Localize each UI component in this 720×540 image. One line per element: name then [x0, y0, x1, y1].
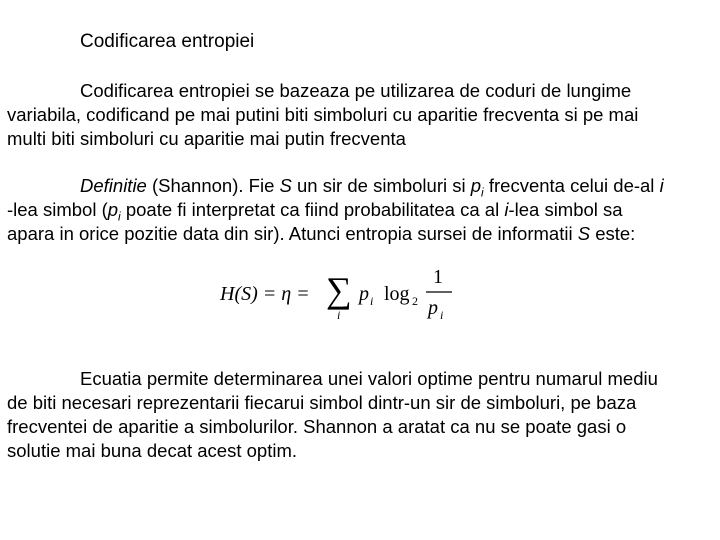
definition-label: Definitie: [80, 175, 147, 196]
symbol-p: p: [470, 175, 482, 196]
paragraph-line: frecventei de aparitie a simbolurilor. Shannon a aratat ca nu se poate gasi o: [7, 416, 627, 437]
paragraph-line: multi biti simboluri cu aparitie mai putin frecventa: [7, 128, 406, 149]
sum-index: i: [337, 308, 341, 322]
symbol-s: S: [279, 175, 292, 196]
text-run: -lea simbol sa: [508, 199, 623, 220]
paragraph-line: [7, 222, 713, 246]
fraction-den-sub: i: [440, 308, 444, 322]
formula-log-base: 2: [412, 294, 418, 308]
paragraph-line: variabila, codificand pe mai putini biti simboluri cu aparitie frecventa si pe mai: [7, 104, 639, 125]
text-run: un sir de simboluri si: [291, 175, 471, 196]
paragraph-intro: [7, 79, 713, 151]
symbol-i: i: [504, 199, 509, 220]
formula-lhs: H(S) = η =: [220, 283, 310, 305]
text-run: poate fi interpretat ca fiind probabilitatea ca al: [120, 199, 505, 220]
paragraph-line: solutie mai buna decat acest optim.: [7, 440, 297, 461]
text-run: (Shannon). Fie: [146, 175, 280, 196]
formula-p-sub: i: [370, 294, 374, 308]
text-run: apara in orice pozitie data din sir). Atunci entropia sursei de informatii: [7, 223, 578, 244]
paragraph-line: de biti necesari reprezentarii fiecarui simbol dintr-un sir de simboluri, pe baza: [7, 392, 637, 413]
sum-symbol: ∑: [326, 270, 352, 310]
paragraph-line: [7, 79, 713, 103]
paragraph-definition: [7, 174, 713, 246]
paragraph-text: Ecuatia permite determinarea unei valori optime pentru numarul mediu: [80, 368, 658, 389]
symbol-p: p: [107, 199, 119, 220]
formula-log: log: [384, 283, 410, 305]
symbol-s: S: [577, 223, 591, 244]
slide-title: Codificarea entropiei: [80, 31, 255, 52]
entropy-formula: [216, 262, 466, 326]
paragraph-line: [7, 174, 713, 198]
formula-p: p: [359, 283, 369, 305]
symbol-i: i: [659, 175, 664, 196]
fraction-den-p: p: [428, 297, 438, 319]
paragraph-line: [7, 198, 713, 222]
subscript-i: i: [118, 209, 121, 224]
subscript-i: i: [481, 185, 484, 200]
fraction-numerator: 1: [433, 266, 443, 288]
text-run: -lea simbol (: [7, 199, 108, 220]
text-run: frecventa celui de-al: [483, 175, 660, 196]
paragraph-line: [7, 367, 713, 391]
paragraph-conclusion: [7, 367, 713, 463]
paragraph-text: Codificarea entropiei se bazeaza pe utilizarea de coduri de lungime: [80, 80, 632, 101]
text-run: este:: [590, 223, 636, 244]
